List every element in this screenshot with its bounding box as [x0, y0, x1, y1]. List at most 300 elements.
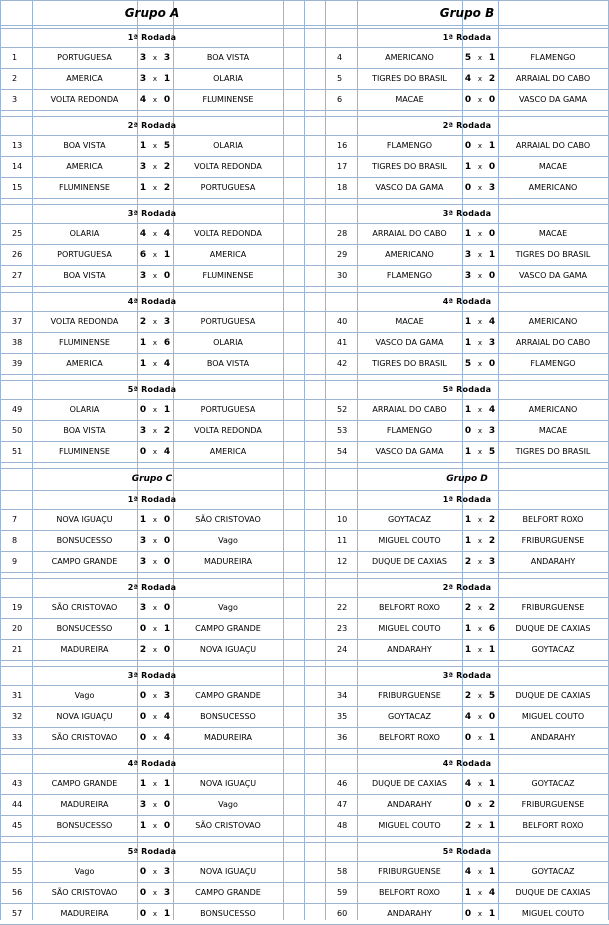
- home-team: DUQUE DE CAXIAS: [372, 779, 447, 788]
- away-team: NOVA IGUAÇU: [199, 779, 257, 788]
- match-number: 38: [12, 338, 23, 347]
- home-score: 0: [139, 908, 147, 919]
- round-title-right: 5ª Rodada: [442, 847, 492, 856]
- match-number: 14: [12, 162, 23, 171]
- home-score: 3: [139, 270, 147, 281]
- home-score: 0: [464, 182, 472, 193]
- grid-row-line: [0, 286, 609, 287]
- home-team: FLUMINENSE: [59, 447, 110, 456]
- round-title-row: [0, 28, 609, 47]
- match-number: 46: [337, 779, 348, 788]
- match-number: 28: [337, 229, 348, 238]
- grid-row-line: [0, 116, 609, 117]
- home-score: 2: [139, 316, 147, 327]
- match-row: [0, 597, 609, 618]
- grid-row-line: [0, 754, 609, 755]
- match-row: [0, 706, 609, 727]
- home-score: 6: [139, 249, 147, 260]
- away-score: 1: [488, 820, 496, 831]
- away-team: CAMPO GRANDE: [195, 691, 261, 700]
- home-score: 2: [139, 644, 147, 655]
- score-separator: x: [477, 183, 483, 192]
- grid-row-line: [0, 903, 609, 904]
- home-score: 1: [139, 778, 147, 789]
- home-score: 1: [139, 182, 147, 193]
- home-score: 0: [464, 94, 472, 105]
- home-team: NOVA IGUAÇU: [56, 515, 113, 524]
- away-score: 1: [488, 866, 496, 877]
- away-team: CAMPO GRANDE: [195, 888, 261, 897]
- away-score: 3: [488, 425, 496, 436]
- score-separator: x: [477, 271, 483, 280]
- home-team: MACAE: [395, 317, 424, 326]
- match-number: 10: [337, 515, 348, 524]
- home-score: 1: [464, 446, 472, 457]
- home-score: 1: [139, 337, 147, 348]
- match-number: 4: [337, 53, 343, 62]
- grid-row-line: [0, 861, 609, 862]
- away-team: AMERICA: [209, 447, 247, 456]
- grid-row-line: [0, 292, 609, 293]
- match-number: 35: [337, 712, 348, 721]
- away-score: 1: [163, 73, 171, 84]
- round-title-left: 4ª Rodada: [127, 297, 177, 306]
- match-number: 48: [337, 821, 348, 830]
- home-score: 0: [464, 908, 472, 919]
- score-separator: x: [152, 909, 158, 918]
- match-row: [0, 773, 609, 794]
- match-number: 31: [12, 691, 23, 700]
- score-separator: x: [152, 779, 158, 788]
- away-score: 5: [488, 446, 496, 457]
- home-team: VASCO DA GAMA: [375, 447, 444, 456]
- home-team: BELFORT ROXO: [379, 888, 440, 897]
- grid-row-line: [0, 156, 609, 157]
- match-number: 57: [12, 909, 23, 918]
- round-title-row: [0, 754, 609, 773]
- home-score: 3: [139, 73, 147, 84]
- home-score: 4: [139, 94, 147, 105]
- away-score: 0: [163, 535, 171, 546]
- score-separator: x: [477, 74, 483, 83]
- away-team: Vago: [218, 536, 238, 545]
- group-title-row: [0, 0, 609, 25]
- match-number: 16: [337, 141, 348, 150]
- home-score: 3: [139, 425, 147, 436]
- match-number: 56: [12, 888, 23, 897]
- match-number: 5: [337, 74, 343, 83]
- grid-row-line: [0, 490, 609, 491]
- home-team: AMERICA: [66, 359, 103, 368]
- score-separator: x: [477, 447, 483, 456]
- score-separator: x: [152, 162, 158, 171]
- grid-row-line: [0, 89, 609, 90]
- score-separator: x: [477, 821, 483, 830]
- away-score: 1: [488, 52, 496, 63]
- home-team: ARRAIAL DO CABO: [372, 229, 447, 238]
- away-team: ARRAIAL DO CABO: [515, 74, 591, 83]
- grid-row-line: [0, 177, 609, 178]
- grid-row-line: [0, 597, 609, 598]
- away-team: FRIBURGUENSE: [521, 536, 585, 545]
- score-separator: x: [152, 536, 158, 545]
- home-score: 3: [139, 52, 147, 63]
- match-row: [0, 89, 609, 110]
- away-team: NOVA IGUAÇU: [199, 645, 257, 654]
- home-score: 0: [139, 732, 147, 743]
- round-title-right: 4ª Rodada: [442, 297, 492, 306]
- home-team: NOVA IGUAÇU: [56, 712, 113, 721]
- match-number: 59: [337, 888, 348, 897]
- home-score: 1: [464, 887, 472, 898]
- away-team: GOYTACAZ: [531, 867, 575, 876]
- match-number: 52: [337, 405, 348, 414]
- grid-row-line: [0, 666, 609, 667]
- home-score: 1: [139, 358, 147, 369]
- away-team: GOYTACAZ: [531, 779, 575, 788]
- away-score: 2: [488, 514, 496, 525]
- home-score: 3: [139, 799, 147, 810]
- match-row: [0, 441, 609, 462]
- away-team: GOYTACAZ: [531, 645, 575, 654]
- away-score: 0: [163, 644, 171, 655]
- round-title-left: 5ª Rodada: [127, 385, 177, 394]
- score-separator: x: [477, 95, 483, 104]
- away-team: MACAE: [538, 229, 568, 238]
- match-row: [0, 244, 609, 265]
- round-title-right: 3ª Rodada: [442, 209, 492, 218]
- match-number: 23: [337, 624, 348, 633]
- match-number: 54: [337, 447, 348, 456]
- home-team: ANDARAHY: [387, 800, 432, 809]
- match-number: 42: [337, 359, 348, 368]
- home-team: FRIBURGUENSE: [378, 691, 441, 700]
- home-score: 3: [139, 535, 147, 546]
- home-score: 2: [464, 690, 472, 701]
- home-team: FLUMINENSE: [59, 338, 110, 347]
- score-separator: x: [152, 183, 158, 192]
- away-team: FLUMINENSE: [202, 271, 254, 280]
- away-score: 3: [163, 866, 171, 877]
- home-team: MADUREIRA: [60, 909, 109, 918]
- grid-row-line: [0, 578, 609, 579]
- home-score: 0: [139, 866, 147, 877]
- away-score: 1: [163, 778, 171, 789]
- away-team: BELFORT ROXO: [522, 821, 584, 830]
- home-score: 3: [139, 556, 147, 567]
- match-number: 21: [12, 645, 23, 654]
- away-team: Vago: [218, 603, 238, 612]
- score-separator: x: [477, 800, 483, 809]
- match-number: 20: [12, 624, 23, 633]
- match-number: 60: [337, 909, 348, 918]
- score-separator: x: [152, 250, 158, 259]
- grid-row-line: [0, 639, 609, 640]
- score-separator: x: [152, 359, 158, 368]
- match-row: [0, 530, 609, 551]
- match-row: [0, 68, 609, 89]
- match-number: 13: [12, 141, 23, 150]
- match-number: 26: [12, 250, 23, 259]
- grid-row-line: [0, 265, 609, 266]
- home-team: TIGRES DO BRASIL: [372, 162, 447, 171]
- home-team: TIGRES DO BRASIL: [372, 359, 447, 368]
- match-row: [0, 551, 609, 572]
- grid-row-line: [0, 509, 609, 510]
- away-team: ARRAIAL DO CABO: [515, 338, 591, 347]
- score-separator: x: [152, 426, 158, 435]
- away-score: 1: [488, 908, 496, 919]
- home-score: 3: [464, 249, 472, 260]
- grid-row-line: [0, 135, 609, 136]
- score-separator: x: [152, 515, 158, 524]
- score-separator: x: [152, 53, 158, 62]
- away-team: AMERICANO: [528, 183, 578, 192]
- away-score: 3: [488, 337, 496, 348]
- away-team: MACAE: [538, 162, 568, 171]
- home-score: 0: [139, 887, 147, 898]
- home-team: MADUREIRA: [60, 800, 109, 809]
- away-score: 3: [163, 52, 171, 63]
- away-team: VOLTA REDONDA: [194, 426, 262, 435]
- grid-row-line: [0, 842, 609, 843]
- away-score: 4: [488, 404, 496, 415]
- home-team: BOA VISTA: [63, 141, 106, 150]
- match-number: 50: [12, 426, 23, 435]
- home-score: 1: [139, 514, 147, 525]
- home-team: BELFORT ROXO: [379, 603, 440, 612]
- away-team: FLUMINENSE: [202, 95, 254, 104]
- home-team: AMERICA: [66, 162, 103, 171]
- away-team: AMERICANO: [528, 317, 578, 326]
- grid-row-line: [0, 380, 609, 381]
- home-score: 0: [139, 690, 147, 701]
- grid-row-line: [0, 530, 609, 531]
- score-separator: x: [152, 867, 158, 876]
- match-number: 2: [12, 74, 18, 83]
- home-score: 0: [464, 732, 472, 743]
- match-row: [0, 332, 609, 353]
- away-team: FLAMENGO: [530, 359, 576, 368]
- away-score: 1: [488, 140, 496, 151]
- away-team: ARRAIAL DO CABO: [515, 141, 591, 150]
- home-score: 4: [464, 778, 472, 789]
- round-title-left: 2ª Rodada: [127, 583, 177, 592]
- home-team: CAMPO GRANDE: [51, 557, 118, 566]
- home-team: FLUMINENSE: [59, 183, 110, 192]
- round-title-right: 2ª Rodada: [442, 121, 492, 130]
- away-score: 1: [488, 644, 496, 655]
- away-team: PORTUGUESA: [200, 183, 256, 192]
- score-separator: x: [477, 624, 483, 633]
- home-score: 0: [139, 623, 147, 634]
- score-separator: x: [477, 162, 483, 171]
- home-score: 1: [464, 337, 472, 348]
- home-score: 3: [139, 161, 147, 172]
- home-score: 1: [464, 404, 472, 415]
- away-score: 1: [488, 778, 496, 789]
- score-separator: x: [477, 515, 483, 524]
- away-score: 5: [163, 140, 171, 151]
- score-separator: x: [152, 447, 158, 456]
- match-row: [0, 882, 609, 903]
- away-score: 6: [488, 623, 496, 634]
- grid-row-line: [0, 618, 609, 619]
- match-row: [0, 47, 609, 68]
- home-score: 4: [464, 73, 472, 84]
- round-title-row: [0, 578, 609, 597]
- match-row: [0, 353, 609, 374]
- match-number: 29: [337, 250, 348, 259]
- home-team: SÃO CRISTOVAO: [51, 603, 118, 612]
- home-team: PORTUGUESA: [57, 53, 112, 62]
- away-score: 3: [488, 182, 496, 193]
- score-separator: x: [477, 733, 483, 742]
- match-number: 18: [337, 183, 348, 192]
- away-team: MIGUEL COUTO: [521, 712, 585, 721]
- home-score: 1: [464, 535, 472, 546]
- score-separator: x: [152, 888, 158, 897]
- match-row: [0, 311, 609, 332]
- away-score: 0: [163, 799, 171, 810]
- away-score: 1: [163, 908, 171, 919]
- score-separator: x: [477, 867, 483, 876]
- away-score: 1: [163, 623, 171, 634]
- away-score: 1: [163, 404, 171, 415]
- away-score: 1: [488, 732, 496, 743]
- round-title-left: 3ª Rodada: [127, 209, 177, 218]
- match-number: 49: [12, 405, 23, 414]
- match-row: [0, 509, 609, 530]
- away-score: 4: [163, 228, 171, 239]
- away-team: ANDARAHY: [530, 557, 576, 566]
- grid-row-line: [0, 28, 609, 29]
- away-score: 2: [163, 182, 171, 193]
- home-team: MADUREIRA: [60, 645, 109, 654]
- away-score: 3: [163, 690, 171, 701]
- away-score: 0: [488, 358, 496, 369]
- away-score: 1: [488, 249, 496, 260]
- match-number: 15: [12, 183, 23, 192]
- home-score: 0: [139, 711, 147, 722]
- away-score: 0: [488, 270, 496, 281]
- home-team: OLARIA: [69, 405, 100, 414]
- away-team: MADUREIRA: [203, 733, 253, 742]
- home-score: 1: [464, 623, 472, 634]
- score-separator: x: [152, 712, 158, 721]
- home-team: AMERICANO: [385, 53, 434, 62]
- group-title-right: Grupo D: [446, 474, 488, 484]
- home-team: BOA VISTA: [63, 271, 106, 280]
- score-separator: x: [477, 250, 483, 259]
- away-score: 3: [163, 316, 171, 327]
- match-number: 51: [12, 447, 23, 456]
- match-number: 44: [12, 800, 23, 809]
- home-team: BONSUCESSO: [56, 536, 113, 545]
- grid-row-line: [0, 0, 609, 1]
- home-team: MIGUEL COUTO: [378, 821, 441, 830]
- score-separator: x: [152, 603, 158, 612]
- grid-row-line: [0, 399, 609, 400]
- round-title-left: 4ª Rodada: [127, 759, 177, 768]
- match-row: [0, 903, 609, 924]
- home-team: CAMPO GRANDE: [51, 779, 118, 788]
- grid-row-line: [0, 468, 609, 469]
- match-number: 3: [12, 95, 18, 104]
- round-title-row: [0, 490, 609, 509]
- round-title-left: 1ª Rodada: [127, 495, 177, 504]
- grid-row-line: [0, 815, 609, 816]
- grid-row-line: [0, 706, 609, 707]
- match-row: [0, 794, 609, 815]
- home-team: SÃO CRISTOVAO: [51, 888, 118, 897]
- score-separator: x: [152, 74, 158, 83]
- away-team: MIGUEL COUTO: [521, 909, 585, 918]
- grid-row-line: [0, 47, 609, 48]
- score-separator: x: [152, 338, 158, 347]
- away-team: VOLTA REDONDA: [194, 229, 262, 238]
- away-team: SÃO CRISTOVAO: [195, 515, 261, 524]
- grid-row-line: [0, 25, 609, 26]
- score-separator: x: [477, 645, 483, 654]
- away-score: 2: [163, 425, 171, 436]
- home-score: 0: [464, 425, 472, 436]
- home-team: VASCO DA GAMA: [375, 183, 444, 192]
- home-score: 1: [464, 644, 472, 655]
- score-separator: x: [152, 229, 158, 238]
- away-score: 2: [488, 73, 496, 84]
- away-team: PORTUGUESA: [200, 405, 256, 414]
- grid-row-line: [0, 727, 609, 728]
- away-score: 3: [488, 556, 496, 567]
- score-separator: x: [477, 779, 483, 788]
- grid-row-line: [0, 685, 609, 686]
- home-team: VOLTA REDONDA: [50, 95, 119, 104]
- match-number: 53: [337, 426, 348, 435]
- match-number: 8: [12, 536, 18, 545]
- match-row: [0, 156, 609, 177]
- grid-row-line: [0, 204, 609, 205]
- away-team: BOA VISTA: [206, 53, 250, 62]
- away-team: VASCO DA GAMA: [518, 271, 588, 280]
- home-score: 4: [464, 711, 472, 722]
- score-separator: x: [477, 888, 483, 897]
- match-number: 24: [337, 645, 348, 654]
- away-score: 0: [488, 161, 496, 172]
- away-score: 0: [163, 514, 171, 525]
- home-score: 4: [464, 866, 472, 877]
- home-team: DUQUE DE CAXIAS: [372, 557, 447, 566]
- home-team: FLAMENGO: [386, 426, 433, 435]
- home-score: 2: [464, 602, 472, 613]
- score-separator: x: [152, 317, 158, 326]
- match-row: [0, 223, 609, 244]
- home-team: ANDARAHY: [387, 909, 432, 918]
- round-title-right: 3ª Rodada: [442, 671, 492, 680]
- score-separator: x: [477, 691, 483, 700]
- grid-row-line: [0, 311, 609, 312]
- round-title-right: 4ª Rodada: [442, 759, 492, 768]
- away-score: 6: [163, 337, 171, 348]
- away-score: 2: [488, 799, 496, 810]
- group-title-left: Grupo A: [124, 5, 180, 20]
- away-team: Vago: [218, 800, 238, 809]
- match-number: 30: [337, 271, 348, 280]
- round-title-left: 1ª Rodada: [127, 33, 177, 42]
- home-team: VOLTA REDONDA: [50, 317, 119, 326]
- home-team: FRIBURGUENSE: [378, 867, 441, 876]
- away-team: FRIBURGUENSE: [521, 603, 585, 612]
